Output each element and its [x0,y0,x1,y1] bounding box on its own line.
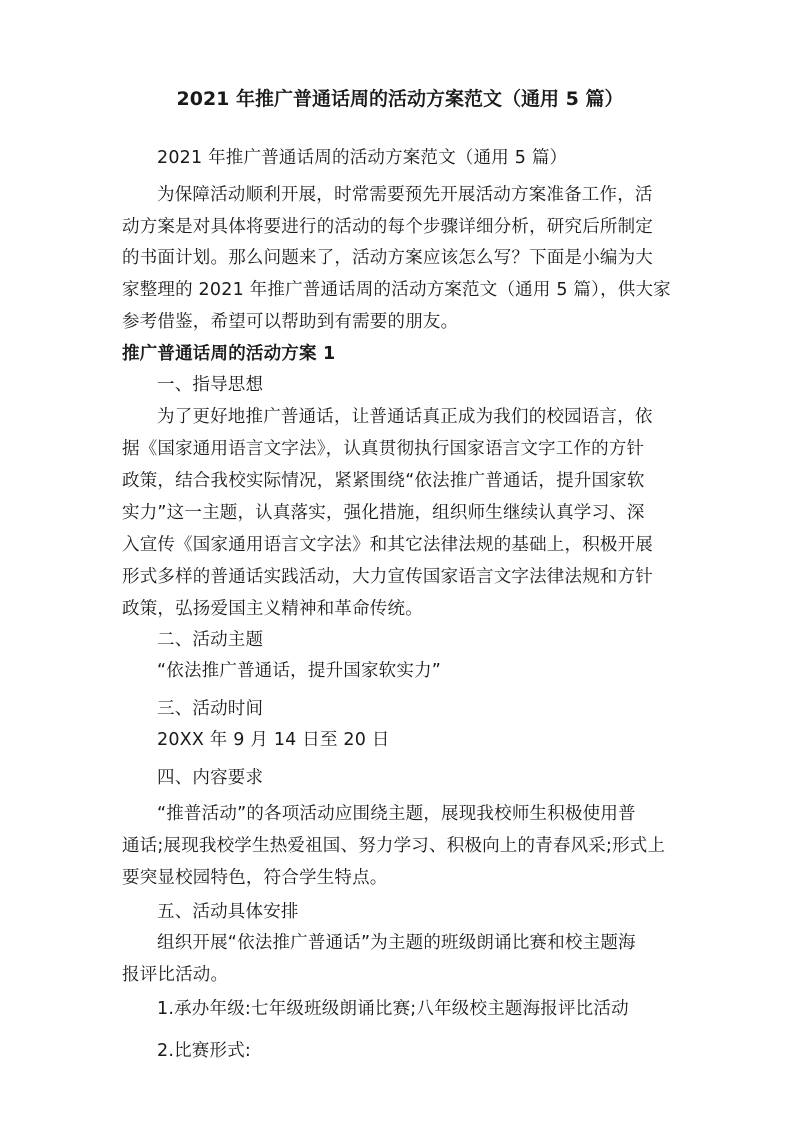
para1-line-5: 入宣传《国家通用语言文字法》和其它法律法规的基础上，积极开展 [122,535,653,555]
intro-line-5: 参考借鉴，希望可以帮助到有需要的朋友。 [122,312,459,332]
intro-line-4: 家整理的 2021 年推广普通话周的活动方案范文（通用 5 篇），供大家 [122,280,671,300]
para1-line-6: 形式多样的普通话实践活动，大力宣传国家语言文字法律法规和方针 [122,567,653,587]
heading-content-requirements: 四、内容要求 [157,768,264,788]
para5-line-2: 报评比活动。 [122,965,229,985]
section-heading: 推广普通话周的活动方案 1 [122,344,336,364]
heading-activity-theme: 二、活动主题 [157,630,264,650]
arrangement-item-2: 2.比赛形式: [157,1041,251,1061]
arrangement-item-1: 1.承办年级:七年级班级朗诵比赛;八年级校主题海报评比活动 [157,999,629,1019]
para1-line-1: 为了更好地推广普通话，让普通话真正成为我们的校园语言，依 [157,407,653,427]
heading-guiding-ideology: 一、指导思想 [157,375,264,395]
heading-activity-arrangement: 五、活动具体安排 [157,902,299,922]
intro-line-1: 为保障活动顺利开展，时常需要预先开展活动方案准备工作，活 [157,185,653,205]
para1-line-7: 政策，弘扬爱国主义精神和革命传统。 [122,599,423,619]
para4-line-2: 通话;展现我校学生热爱祖国、努力学习、积极向上的青春风采;形式上 [122,836,666,856]
para1-line-4: 实力”这一主题，认真落实，强化措施，组织师生继续认真学习、深 [122,503,645,523]
activity-theme-text: “依法推广普通话，提升国家软实力” [157,661,442,681]
document-title: 2021 年推广普通话周的活动方案范文（通用 5 篇） [176,88,624,110]
intro-line-3: 的书面计划。那么问题来了，活动方案应该怎么写？下面是小编为大 [122,248,653,268]
subtitle-line: 2021 年推广普通话周的活动方案范文（通用 5 篇） [157,148,568,168]
activity-time-text: 20XX 年 9 月 14 日至 20 日 [157,730,390,750]
heading-activity-time: 三、活动时间 [157,699,264,719]
para5-line-1: 组织开展“依法推广普通话”为主题的班级朗诵比赛和校主题海 [157,933,636,953]
para1-line-2: 据《国家通用语言文字法》，认真贯彻执行国家语言文字工作的方针 [122,439,645,459]
para4-line-1: “推普活动”的各项活动应围绕主题，展现我校师生积极使用普 [157,804,636,824]
para1-line-3: 政策，结合我校实际情况，紧紧围绕“依法推广普通话，提升国家软 [122,471,645,491]
para4-line-3: 要突显校园特色，符合学生特点。 [122,868,388,888]
intro-line-2: 动方案是对具体将要进行的活动的每个步骤详细分析，研究后所制定 [122,217,653,237]
